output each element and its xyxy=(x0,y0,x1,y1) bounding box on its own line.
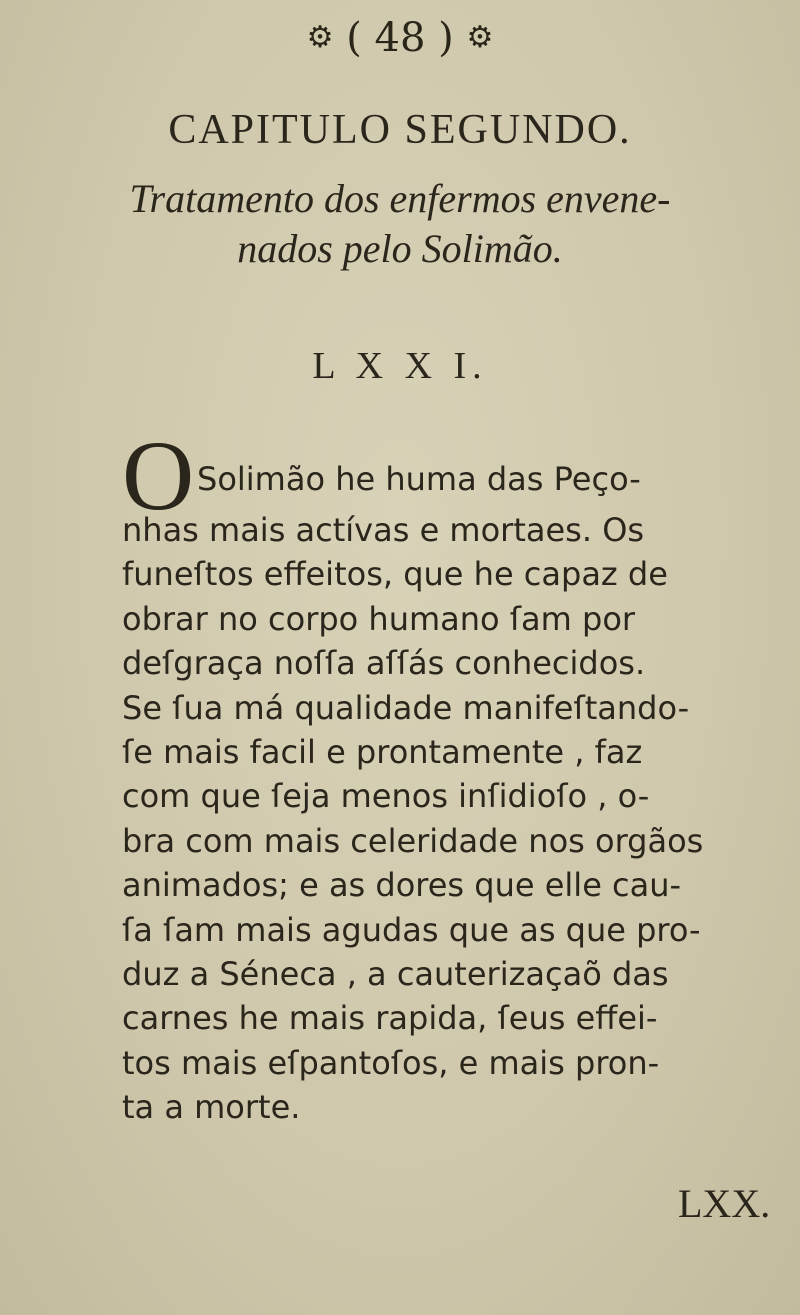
page-number: ( 48 ) xyxy=(346,15,454,61)
body-line: bra com mais celeridade nos orgãos xyxy=(122,821,704,860)
body-first-line: Solimão he huma das Peço- xyxy=(197,460,641,498)
chapter-title: CAPITULO SEGUNDO. xyxy=(168,107,632,153)
body-line: obrar no corpo humano ſam por xyxy=(122,599,636,638)
body-line: ta a morte. xyxy=(122,1088,301,1127)
page-header xyxy=(0,14,800,62)
body-line: duz a Séneca , a cauterizaçaõ das xyxy=(122,955,669,994)
body-line: deſgraça noſſa aſſás conhecidos. xyxy=(122,644,646,683)
body-line: com que ſeja menos inſidioſo , o- xyxy=(122,777,650,816)
ornament-left-icon: ⚙ xyxy=(306,20,334,55)
subtitle-line: nados pelo Solimão. xyxy=(237,226,563,271)
body-line: ſa ſam mais agudas que as que pro- xyxy=(122,910,701,949)
body-line: carnes he mais rapida, ſeus effei- xyxy=(122,999,658,1038)
ornament-right-icon: ⚙ xyxy=(466,20,494,55)
body-line: ſe mais facil e prontamente , faz xyxy=(122,733,643,772)
section-number: L X X I. xyxy=(312,345,488,387)
drop-cap: O xyxy=(122,420,195,531)
body-line: animados; e as dores que elle cau- xyxy=(122,866,682,905)
body-line: nhas mais actívas e mortaes. Os xyxy=(122,511,645,549)
section-subtitle xyxy=(0,174,800,274)
catchword: LXX. xyxy=(678,1181,771,1226)
body-line: Se ſua má qualidade manifeſtando- xyxy=(122,688,690,727)
body-line: tos mais eſpantoſos, e mais pron- xyxy=(122,1043,660,1082)
subtitle-line: Tratamento dos enfermos envene- xyxy=(129,176,671,221)
body-text xyxy=(122,508,766,1130)
body-line: funeſtos effeitos, que he capaz de xyxy=(122,555,668,594)
